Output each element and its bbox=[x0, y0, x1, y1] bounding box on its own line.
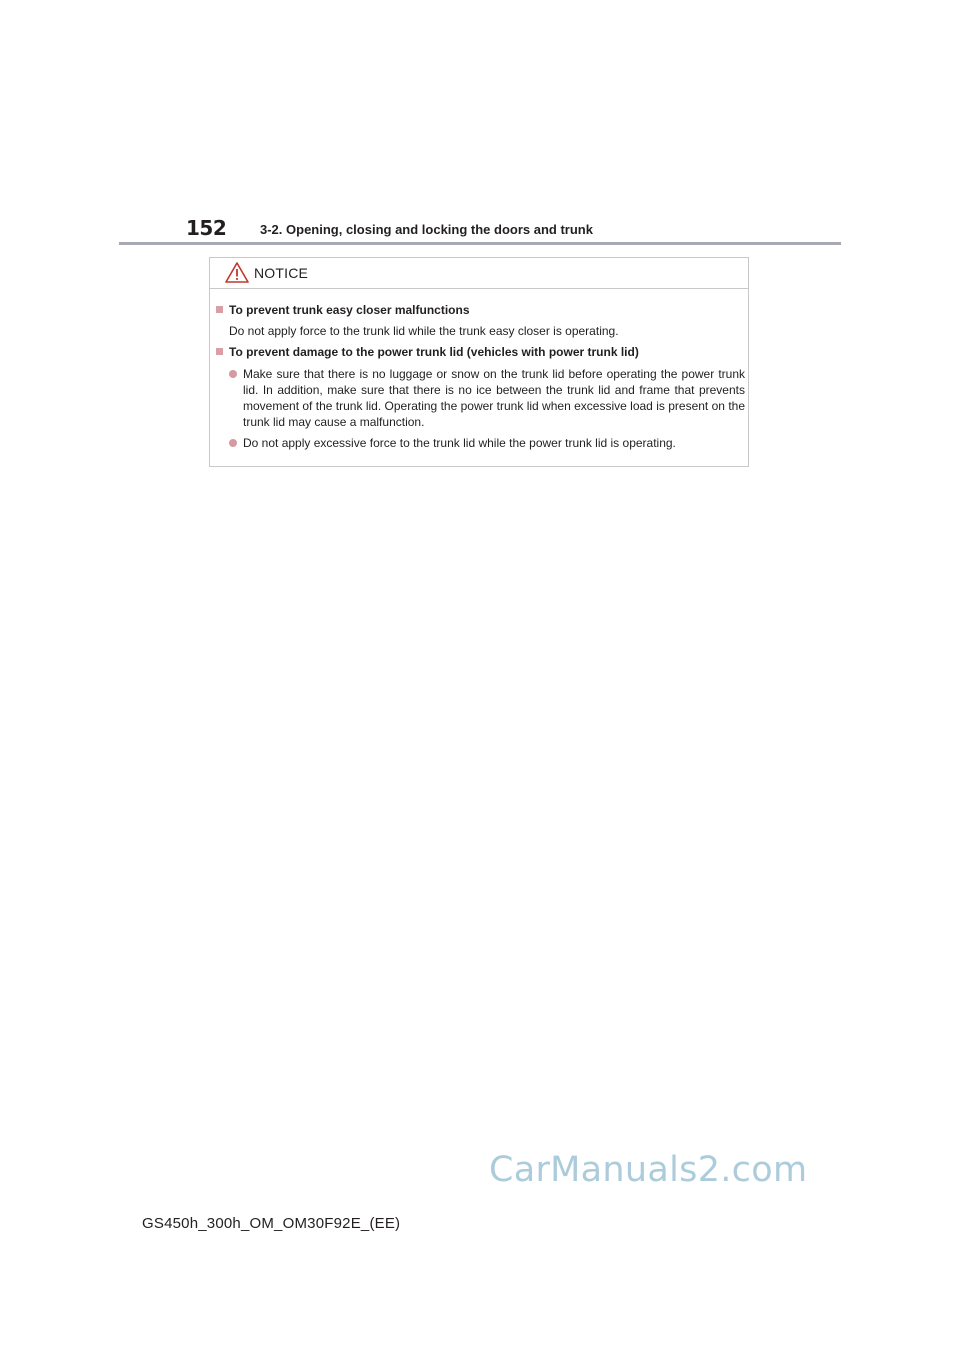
section-heading-text: To prevent damage to the power trunk lid (vehicles with power trunk lid) bbox=[229, 345, 639, 359]
list-item bbox=[229, 366, 745, 430]
section-heading-text: To prevent trunk easy closer malfunctions bbox=[229, 303, 470, 317]
warning-triangle-icon bbox=[225, 262, 249, 283]
watermark: CarManuals2.com bbox=[489, 1150, 808, 1190]
notice-box bbox=[209, 257, 749, 467]
section-heading bbox=[216, 345, 639, 359]
list-item-text: Make sure that there is no luggage or snow on the trunk lid before operating the power trunk lid. In addition, make sure that there is no ice between the trunk lid and frame that prevents movement of the trunk lid. Operating the power trunk lid when excessive load is present on the trunk lid may cause a malfunction. bbox=[243, 367, 745, 429]
section-heading bbox=[216, 303, 470, 317]
round-bullet-icon bbox=[229, 370, 237, 378]
square-bullet-icon bbox=[216, 348, 223, 355]
round-bullet-icon bbox=[229, 439, 237, 447]
list-item-text: Do not apply excessive force to the trunk lid while the power trunk lid is operating. bbox=[243, 436, 676, 450]
header-rule bbox=[119, 242, 841, 245]
list-item bbox=[229, 435, 745, 451]
square-bullet-icon bbox=[216, 306, 223, 313]
notice-title: NOTICE bbox=[254, 265, 309, 281]
section-text: Do not apply force to the trunk lid while the trunk easy closer is operating. bbox=[229, 324, 619, 338]
notice-header bbox=[210, 258, 748, 289]
page-number: 152 bbox=[186, 216, 227, 240]
document-code: GS450h_300h_OM_OM30F92E_(EE) bbox=[142, 1215, 401, 1232]
section-title: 3-2. Opening, closing and locking the doors and trunk bbox=[260, 222, 593, 237]
